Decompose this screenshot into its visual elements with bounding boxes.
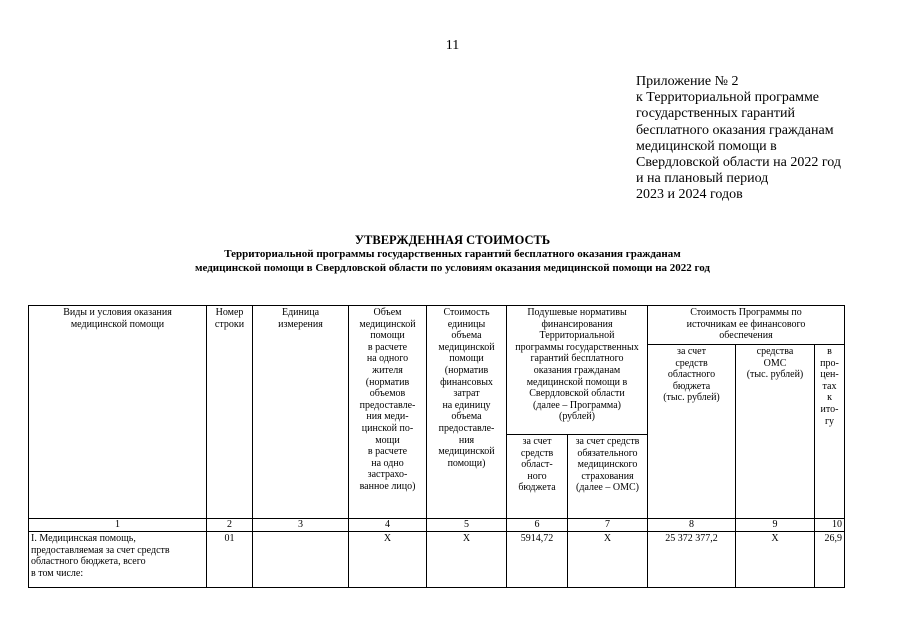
column-number: 3	[253, 519, 349, 532]
header-program-cost-regional: за счет средств областного бюджета (тыс. рублей)	[648, 345, 736, 519]
header-unit: Единица измерения	[253, 306, 349, 519]
page-number: 11	[445, 38, 460, 53]
row-program-cost-oms: Х	[736, 532, 815, 588]
header-program-cost: Стоимость Программы по источникам ее финансового обеспечения	[648, 306, 845, 345]
appendix-line: и на плановый период	[636, 171, 769, 187]
cost-table	[28, 305, 845, 588]
appendix-line: Приложение № 2	[636, 74, 739, 89]
column-number: 6	[507, 519, 568, 532]
column-number: 8	[648, 519, 736, 532]
header-volume: Объем медицинской помощи в расчете на одного жителя (норматив объемов предоставле- ния меди- цинской по- мощи в расчете на одно застрахо- ванное лицо)	[349, 306, 427, 519]
document-subtitle-line: медицинской помощи в Свердловской области по условиям оказания медицинской помощи на 2022 год	[195, 261, 710, 274]
header-per-capita: Подушевые нормативы финансирования Территориальной программы государственных гарантий бесплатного оказания гражданам медицинской помощи в Свердловской области (далее – Программа) (рублей)	[507, 306, 648, 435]
column-number: 9	[736, 519, 815, 532]
row-program-cost-percent: 26,9	[815, 532, 845, 588]
row-unit	[253, 532, 349, 588]
column-number: 2	[207, 519, 253, 532]
document-heading	[0, 233, 905, 275]
row-number: 01	[207, 532, 253, 588]
column-number: 7	[568, 519, 648, 532]
appendix-block	[636, 74, 898, 204]
appendix-line: Свердловской области на 2022 год	[636, 155, 841, 171]
row-unit-cost: Х	[427, 532, 507, 588]
appendix-line: бесплатного оказания гражданам	[636, 122, 834, 138]
row-per-capita-oms: Х	[568, 532, 648, 588]
document-title: УТВЕРЖДЕННАЯ СТОИМОСТЬ	[354, 233, 551, 247]
column-number: 10	[815, 519, 845, 532]
row-name: I. Медицинская помощь, предоставляемая за счет средств областного бюджета, всего в том числе:	[29, 532, 207, 588]
column-number: 4	[349, 519, 427, 532]
appendix-line: медицинской помощи в	[636, 138, 777, 154]
row-volume: Х	[349, 532, 427, 588]
header-per-capita-oms: за счет средств обязательного медицинского страхования (далее – ОМС)	[568, 435, 648, 519]
column-number-row	[29, 519, 845, 532]
table-row	[29, 532, 845, 588]
header-unit-cost: Стоимость единицы объема медицинской помощи (норматив финансовых затрат на единицу объема предоставле- ния медицинской помощи)	[427, 306, 507, 519]
header-kinds: Виды и условия оказания медицинской помощи	[29, 306, 207, 519]
column-number: 5	[427, 519, 507, 532]
appendix-line: государственных гарантий	[636, 106, 795, 122]
column-number: 1	[29, 519, 207, 532]
header-row-number: Номер строки	[207, 306, 253, 519]
header-per-capita-regional: за счет средств област- ного бюджета	[507, 435, 568, 519]
appendix-line: 2023 и 2024 годов	[636, 187, 743, 203]
header-program-cost-percent: в про- цен- тах к ито- гу	[815, 345, 845, 519]
appendix-line: к Территориальной программе	[636, 90, 820, 106]
document-subtitle-line: Территориальной программы государственных гарантий бесплатного оказания гражданам	[224, 248, 681, 260]
row-program-cost-regional: 25 372 377,2	[648, 532, 736, 588]
row-per-capita-regional: 5914,72	[507, 532, 568, 588]
header-program-cost-oms: средства ОМС (тыс. рублей)	[736, 345, 815, 519]
